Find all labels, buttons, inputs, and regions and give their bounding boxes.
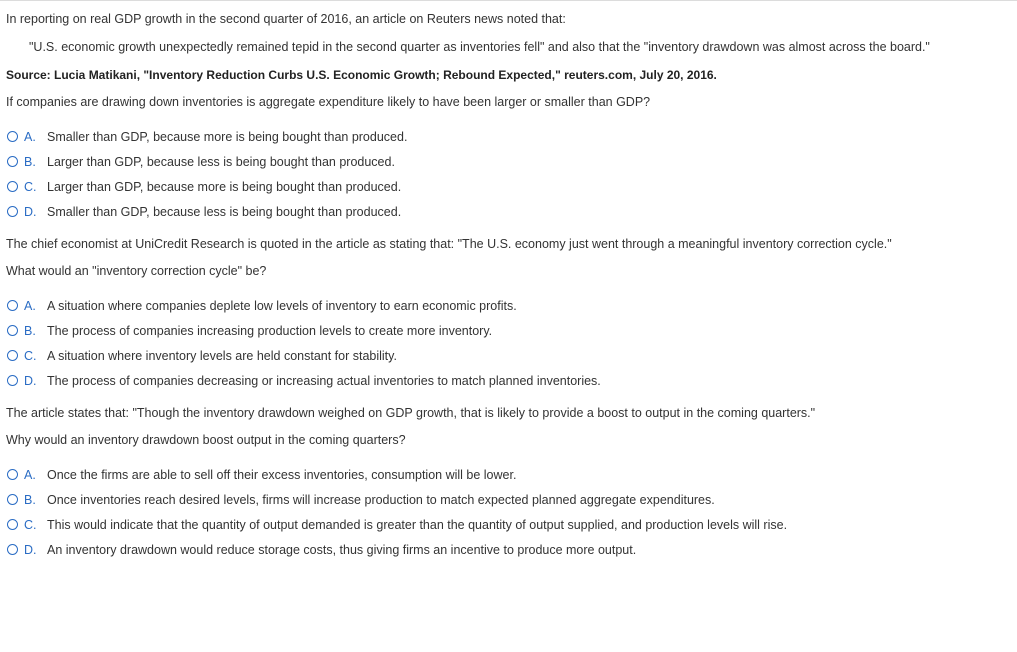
question-page: [6, 11, 1011, 562]
q1-option-b[interactable]: [6, 149, 1011, 174]
radio-button-icon[interactable]: [7, 300, 18, 311]
option-letter: C.: [24, 179, 37, 194]
option-letter: A.: [24, 298, 36, 313]
option-text: Larger than GDP, because more is being bought than produced.: [47, 179, 402, 194]
radio-button-icon[interactable]: [7, 156, 18, 167]
option-letter: C.: [24, 348, 37, 363]
q1-option-a[interactable]: [6, 124, 1011, 149]
q2-option-b[interactable]: [6, 318, 1011, 343]
option-letter: B.: [24, 492, 36, 507]
option-text: A situation where inventory levels are held constant for stability.: [47, 348, 397, 363]
option-letter: B.: [24, 154, 36, 169]
radio-button-icon[interactable]: [7, 494, 18, 505]
q1-option-c[interactable]: [6, 174, 1011, 199]
radio-button-icon[interactable]: [7, 131, 18, 142]
top-divider: [0, 0, 1017, 1]
q3-option-a[interactable]: [6, 462, 1011, 487]
radio-button-icon[interactable]: [7, 544, 18, 555]
article-quote: "U.S. economic growth unexpectedly remained tepid in the second quarter as inventories fell" and also that the "inventory drawdown was almost across the board.": [29, 40, 930, 54]
option-text: Smaller than GDP, because less is being bought than produced.: [47, 204, 402, 219]
q2-context: The chief economist at UniCredit Research is quoted in the article as stating that: "The U.S. economy just went through a meaningful inventory correction cycle.": [6, 237, 892, 251]
q3-options: [6, 462, 1011, 562]
option-text: A situation where companies deplete low levels of inventory to earn economic profits.: [47, 298, 517, 313]
intro-text: In reporting on real GDP growth in the second quarter of 2016, an article on Reuters news noted that:: [6, 12, 566, 26]
radio-button-icon[interactable]: [7, 519, 18, 530]
q1-question: If companies are drawing down inventories is aggregate expenditure likely to have been larger or smaller than GDP?: [6, 95, 651, 109]
option-text: Once inventories reach desired levels, firms will increase production to match expected planned aggregate expenditures.: [47, 492, 715, 507]
q2-options: [6, 293, 1011, 393]
q2-option-d[interactable]: [6, 368, 1011, 393]
option-text: Smaller than GDP, because more is being bought than produced.: [47, 129, 408, 144]
q1-option-d[interactable]: [6, 199, 1011, 224]
option-letter: D.: [24, 204, 37, 219]
q2-option-a[interactable]: [6, 293, 1011, 318]
option-text: Once the firms are able to sell off their excess inventories, consumption will be lower.: [47, 467, 517, 482]
q3-context: The article states that: "Though the inventory drawdown weighed on GDP growth, that is likely to provide a boost to output in the coming quarters.": [6, 406, 816, 420]
radio-button-icon[interactable]: [7, 181, 18, 192]
q1-options: [6, 124, 1011, 224]
q3-option-c[interactable]: [6, 512, 1011, 537]
q2-option-c[interactable]: [6, 343, 1011, 368]
q3-option-b[interactable]: [6, 487, 1011, 512]
q3-question: Why would an inventory drawdown boost output in the coming quarters?: [6, 433, 406, 447]
option-letter: B.: [24, 323, 36, 338]
radio-button-icon[interactable]: [7, 325, 18, 336]
option-text: Larger than GDP, because less is being bought than produced.: [47, 154, 395, 169]
option-letter: D.: [24, 542, 37, 557]
q3-option-d[interactable]: [6, 537, 1011, 562]
radio-button-icon[interactable]: [7, 375, 18, 386]
radio-button-icon[interactable]: [7, 350, 18, 361]
source-citation: Source: Lucia Matikani, "Inventory Reduction Curbs U.S. Economic Growth; Rebound Expected," reuters.com, July 20, 2016.: [6, 68, 717, 82]
option-text: An inventory drawdown would reduce storage costs, thus giving firms an incentive to produce more output.: [47, 542, 637, 557]
option-text: The process of companies increasing production levels to create more inventory.: [47, 323, 493, 338]
option-letter: A.: [24, 467, 36, 482]
option-letter: D.: [24, 373, 37, 388]
q2-question: What would an "inventory correction cycle" be?: [6, 264, 267, 278]
radio-button-icon[interactable]: [7, 469, 18, 480]
option-letter: C.: [24, 517, 37, 532]
option-text: This would indicate that the quantity of output demanded is greater than the quantity of output supplied, and production levels will rise.: [47, 517, 788, 532]
radio-button-icon[interactable]: [7, 206, 18, 217]
option-text: The process of companies decreasing or increasing actual inventories to match planned inventories.: [47, 373, 601, 388]
option-letter: A.: [24, 129, 36, 144]
